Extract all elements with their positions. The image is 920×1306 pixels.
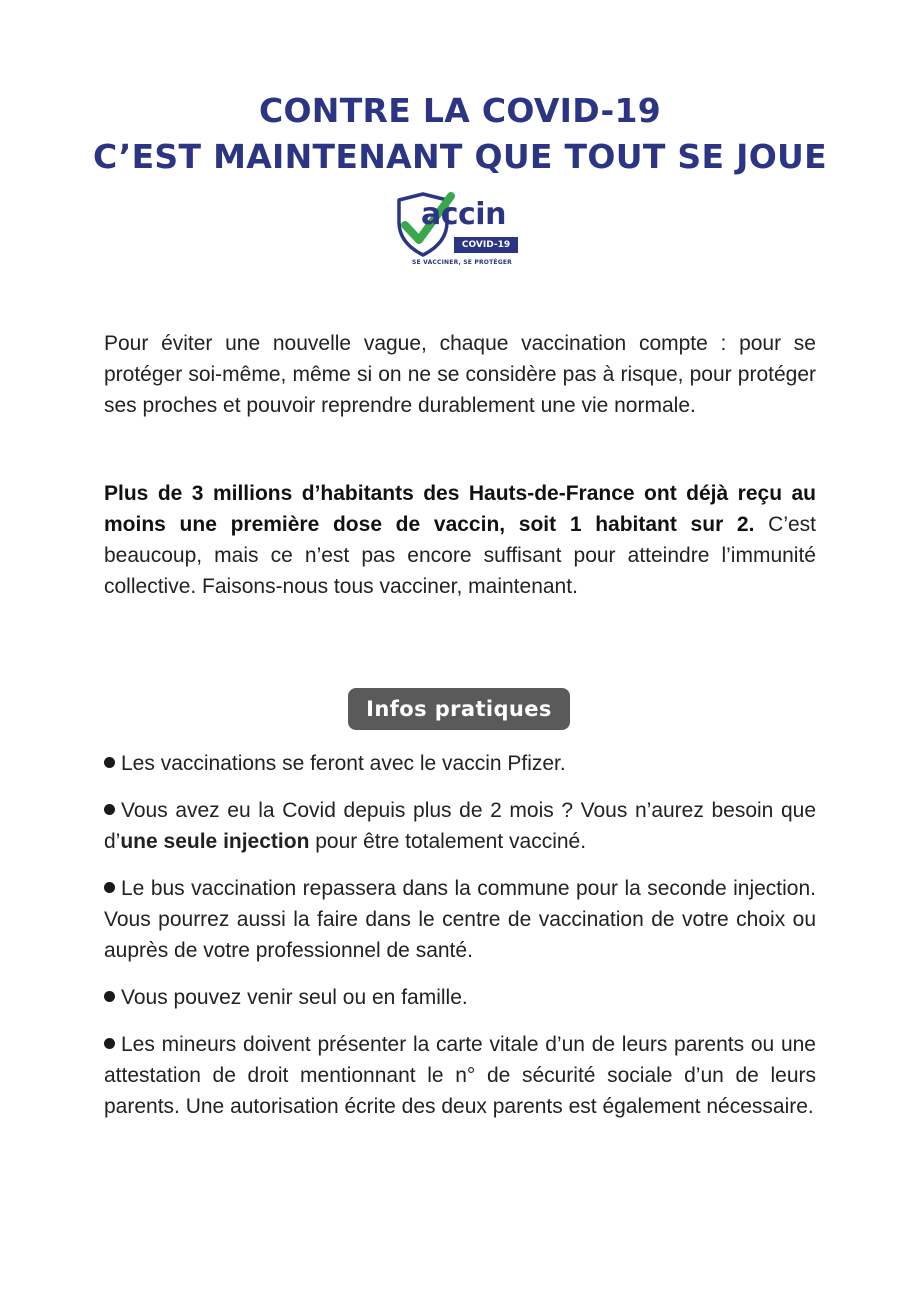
list-item: Les mineurs doivent présenter la carte vitale d’un de leurs parents ou une attestation de droit mentionnant le n° de sécurité sociale d’un de leurs parents. Une autorisation écrite des deux parents est également nécessaire. xyxy=(104,1033,816,1118)
infos-pratiques-badge: Infos pratiques xyxy=(348,688,570,730)
stats-paragraph xyxy=(104,478,816,602)
list-item: Le bus vaccination repassera dans la commune pour la seconde injection. Vous pourrez aussi la faire dans le centre de vaccination de votre choix ou auprès de votre professionnel de santé. xyxy=(104,877,816,962)
bullet-icon xyxy=(104,882,115,893)
vaccin-logo xyxy=(393,192,533,276)
title-line-1: CONTRE LA COVID-19 xyxy=(258,91,662,130)
stats-bold: Plus de 3 millions d’habitants des Hauts-de-France ont déjà reçu au moins une première dose de vaccin, soit 1 habitant sur 2. xyxy=(104,482,816,536)
logo-tag: COVID-19 xyxy=(454,237,518,253)
list-item: Vous pouvez venir seul ou en famille. xyxy=(104,982,816,1013)
bullet-icon xyxy=(104,991,115,1002)
list-item: Vous avez eu la Covid depuis plus de 2 mois ? Vous n’aurez besoin que d’une seule injection pour être totalement vacciné. xyxy=(104,799,816,853)
bullet-icon xyxy=(104,804,115,815)
page-title xyxy=(0,88,920,180)
logo-slogan: SE VACCINER, SE PROTÉGER xyxy=(412,259,512,266)
list-item: Les vaccinations se feront avec le vaccin Pfizer. xyxy=(104,748,816,779)
bullet-icon xyxy=(104,757,115,768)
injection-highlight: une seule injection xyxy=(120,830,310,853)
bullet-icon xyxy=(104,1038,115,1049)
title-line-2: C’EST MAINTENANT QUE TOUT SE JOUE xyxy=(93,137,827,176)
info-list xyxy=(104,748,816,1138)
stats-text: C’est beaucoup, mais ce n’est pas encore suffisant pour atteindre l’immunité collective. Faisons-nous tous vacciner, maintenant. xyxy=(104,513,816,598)
intro-paragraph: Pour éviter une nouvelle vague, chaque vaccination compte : pour se protéger soi-même, même si on ne se considère pas à risque, pour protéger ses proches et pouvoir reprendre durablement une vie normale. xyxy=(104,332,816,417)
logo-brand: accin xyxy=(421,197,506,232)
